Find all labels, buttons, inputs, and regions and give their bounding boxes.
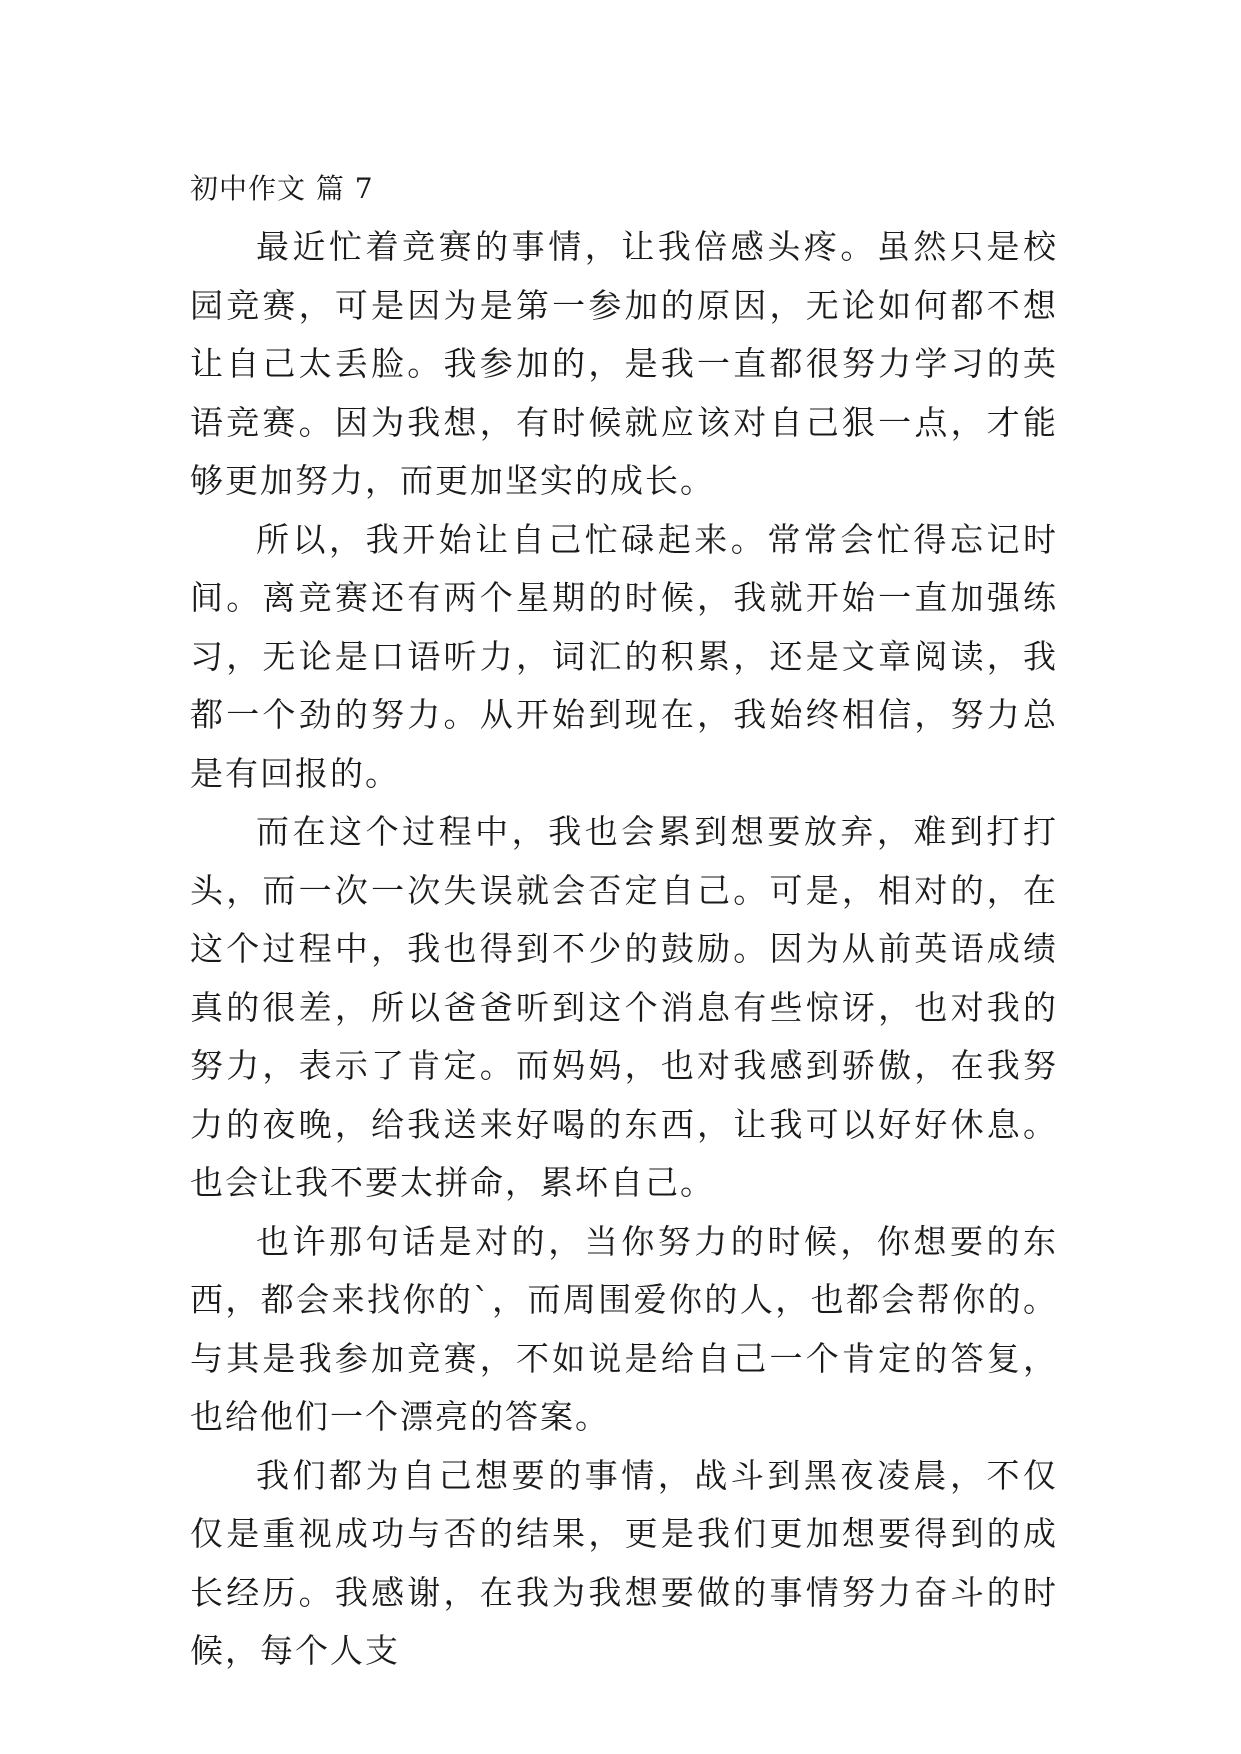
document-body xyxy=(190,160,1058,1681)
paragraph-4: 也许那句话是对的，当你努力的时候，你想要的东西，都会来找你的`，而周围爱你的人，也都会帮你的。与其是我参加竞赛，不如说是给自己一个肯定的答复，也给他们一个漂亮的答案。 xyxy=(190,1221,1058,1436)
paragraph-3: 而在这个过程中，我也会累到想要放弃，难到打打头，而一次一次失误就会否定自己。可是，相对的，在这个过程中，我也得到不少的鼓励。因为从前英语成绩真的很差，所以爸爸听到这个消息有些惊讶，也对我的努力，表示了肯定。而妈妈，也对我感到骄傲，在我努力的夜晚，给我送来好喝的东西，让我可以好好休息。也会让我不要太拼命，累坏自己。 xyxy=(190,812,1058,1202)
essay-title: 初中作文 篇 7 xyxy=(190,172,374,205)
paragraph-2: 所以，我开始让自己忙碌起来。常常会忙得忘记时间。离竞赛还有两个星期的时候，我就开始一直加强练习，无论是口语听力，词汇的积累，还是文章阅读，我都一个劲的努力。从开始到现在，我始终相信，努力总是有回报的。 xyxy=(190,519,1058,793)
paragraph-5: 我们都为自己想要的事情，战斗到黑夜凌晨，不仅仅是重视成功与否的结果，更是我们更加想要得到的成长经历。我感谢，在我为我想要做的事情努力奋斗的时候，每个人支 xyxy=(190,1455,1058,1670)
paragraph-1: 最近忙着竞赛的事情，让我倍感头疼。虽然只是校园竞赛，可是因为是第一参加的原因，无论如何都不想让自己太丢脸。我参加的，是我一直都很努力学习的英语竞赛。因为我想，有时候就应该对自己狠一点，才能够更加努力，而更加坚实的成长。 xyxy=(190,227,1058,500)
